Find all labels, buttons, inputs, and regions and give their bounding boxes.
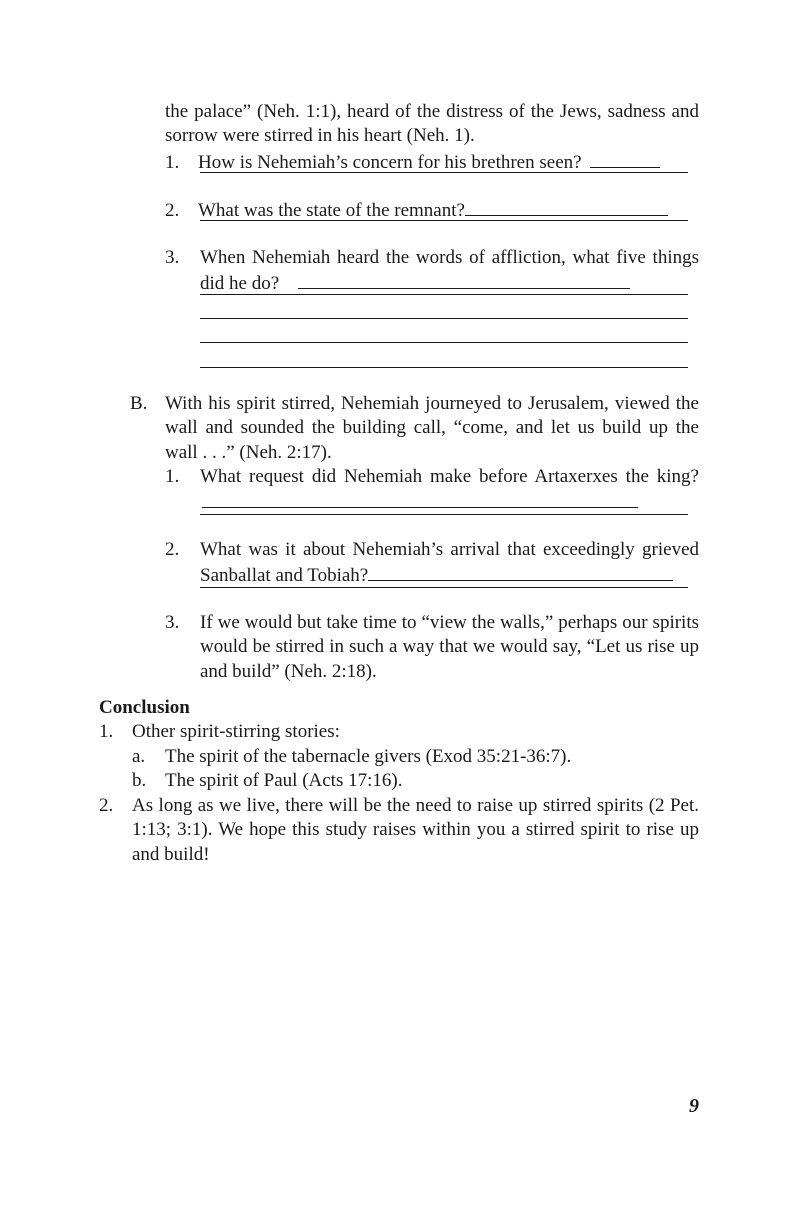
question-text: How is Nehemiah’s concern for his brethren seen? xyxy=(198,152,582,173)
list-text: As long as we live, there will be the need to raise up stirred spirits (2 Pet. 1:13; 3:1). We hope this study raises within you a stirred spirit to rise up and build! xyxy=(132,795,699,865)
answer-line[interactable] xyxy=(200,342,688,343)
conclusion-item-2 xyxy=(99,794,699,867)
section-b xyxy=(130,392,699,465)
answer-line-inline[interactable] xyxy=(368,562,673,581)
question-b3 xyxy=(165,611,699,684)
answer-line[interactable] xyxy=(200,587,688,588)
answer-line[interactable] xyxy=(200,514,688,515)
conclusion-subitem-a xyxy=(132,745,699,769)
answer-line-inline[interactable] xyxy=(590,149,660,168)
page-number: 9 xyxy=(689,1095,699,1117)
question-a3 xyxy=(165,246,699,297)
section-letter: B. xyxy=(130,393,148,414)
answer-line-inline[interactable] xyxy=(202,489,638,508)
answer-line[interactable] xyxy=(200,294,688,295)
sublist-letter: b. xyxy=(132,770,147,791)
sublist-letter: a. xyxy=(132,746,146,767)
list-number: 1. xyxy=(99,721,114,742)
answer-line[interactable] xyxy=(200,172,688,173)
answer-line-inline[interactable] xyxy=(298,270,630,289)
question-number: 1. xyxy=(165,152,180,173)
question-text: What request did Nehemiah make before Artaxerxes the king? xyxy=(200,465,699,516)
sublist-text: The spirit of the tabernacle givers (Exod 35:21-36:7). xyxy=(165,746,572,767)
list-text: Other spirit-stirring stories: xyxy=(132,721,340,742)
answer-line[interactable] xyxy=(200,220,688,221)
question-number: 2. xyxy=(165,200,180,221)
question-text: What was it about Nehemiah’s arrival that exceedingly grieved Sanballat and Tobiah? xyxy=(200,539,699,587)
conclusion-subitem-b xyxy=(132,769,699,793)
answer-line-inline[interactable] xyxy=(465,197,668,216)
question-text: What was the state of the remnant? xyxy=(198,200,465,221)
answer-line[interactable] xyxy=(200,367,688,368)
question-b2 xyxy=(165,538,699,589)
conclusion-heading: Conclusion xyxy=(99,697,190,718)
list-number: 2. xyxy=(99,795,114,816)
section-b-text: With his spirit stirred, Nehemiah journeyed to Jerusalem, viewed the wall and sounded the building call, “come, and let us build up the wall . . .” (Neh. 2:17). xyxy=(165,393,699,463)
question-number: 2. xyxy=(165,539,180,560)
intro-paragraph: the palace” (Neh. 1:1), heard of the distress of the Jews, sadness and sorrow were stirred in his heart (Neh. 1). xyxy=(165,101,699,147)
question-text: If we would but take time to “view the walls,” perhaps our spirits would be stirred in such a way that we would say, “Let us rise up and build” (Neh. 2:18). xyxy=(200,612,699,682)
conclusion-item-1 xyxy=(99,720,699,744)
question-b1 xyxy=(165,465,699,516)
question-number: 3. xyxy=(165,247,180,268)
question-text: When Nehemiah heard the words of affliction, what five things did he do? xyxy=(200,247,699,295)
question-number: 1. xyxy=(165,466,180,487)
sublist-text: The spirit of Paul (Acts 17:16). xyxy=(165,770,403,791)
answer-line[interactable] xyxy=(200,318,688,319)
question-number: 3. xyxy=(165,612,180,633)
